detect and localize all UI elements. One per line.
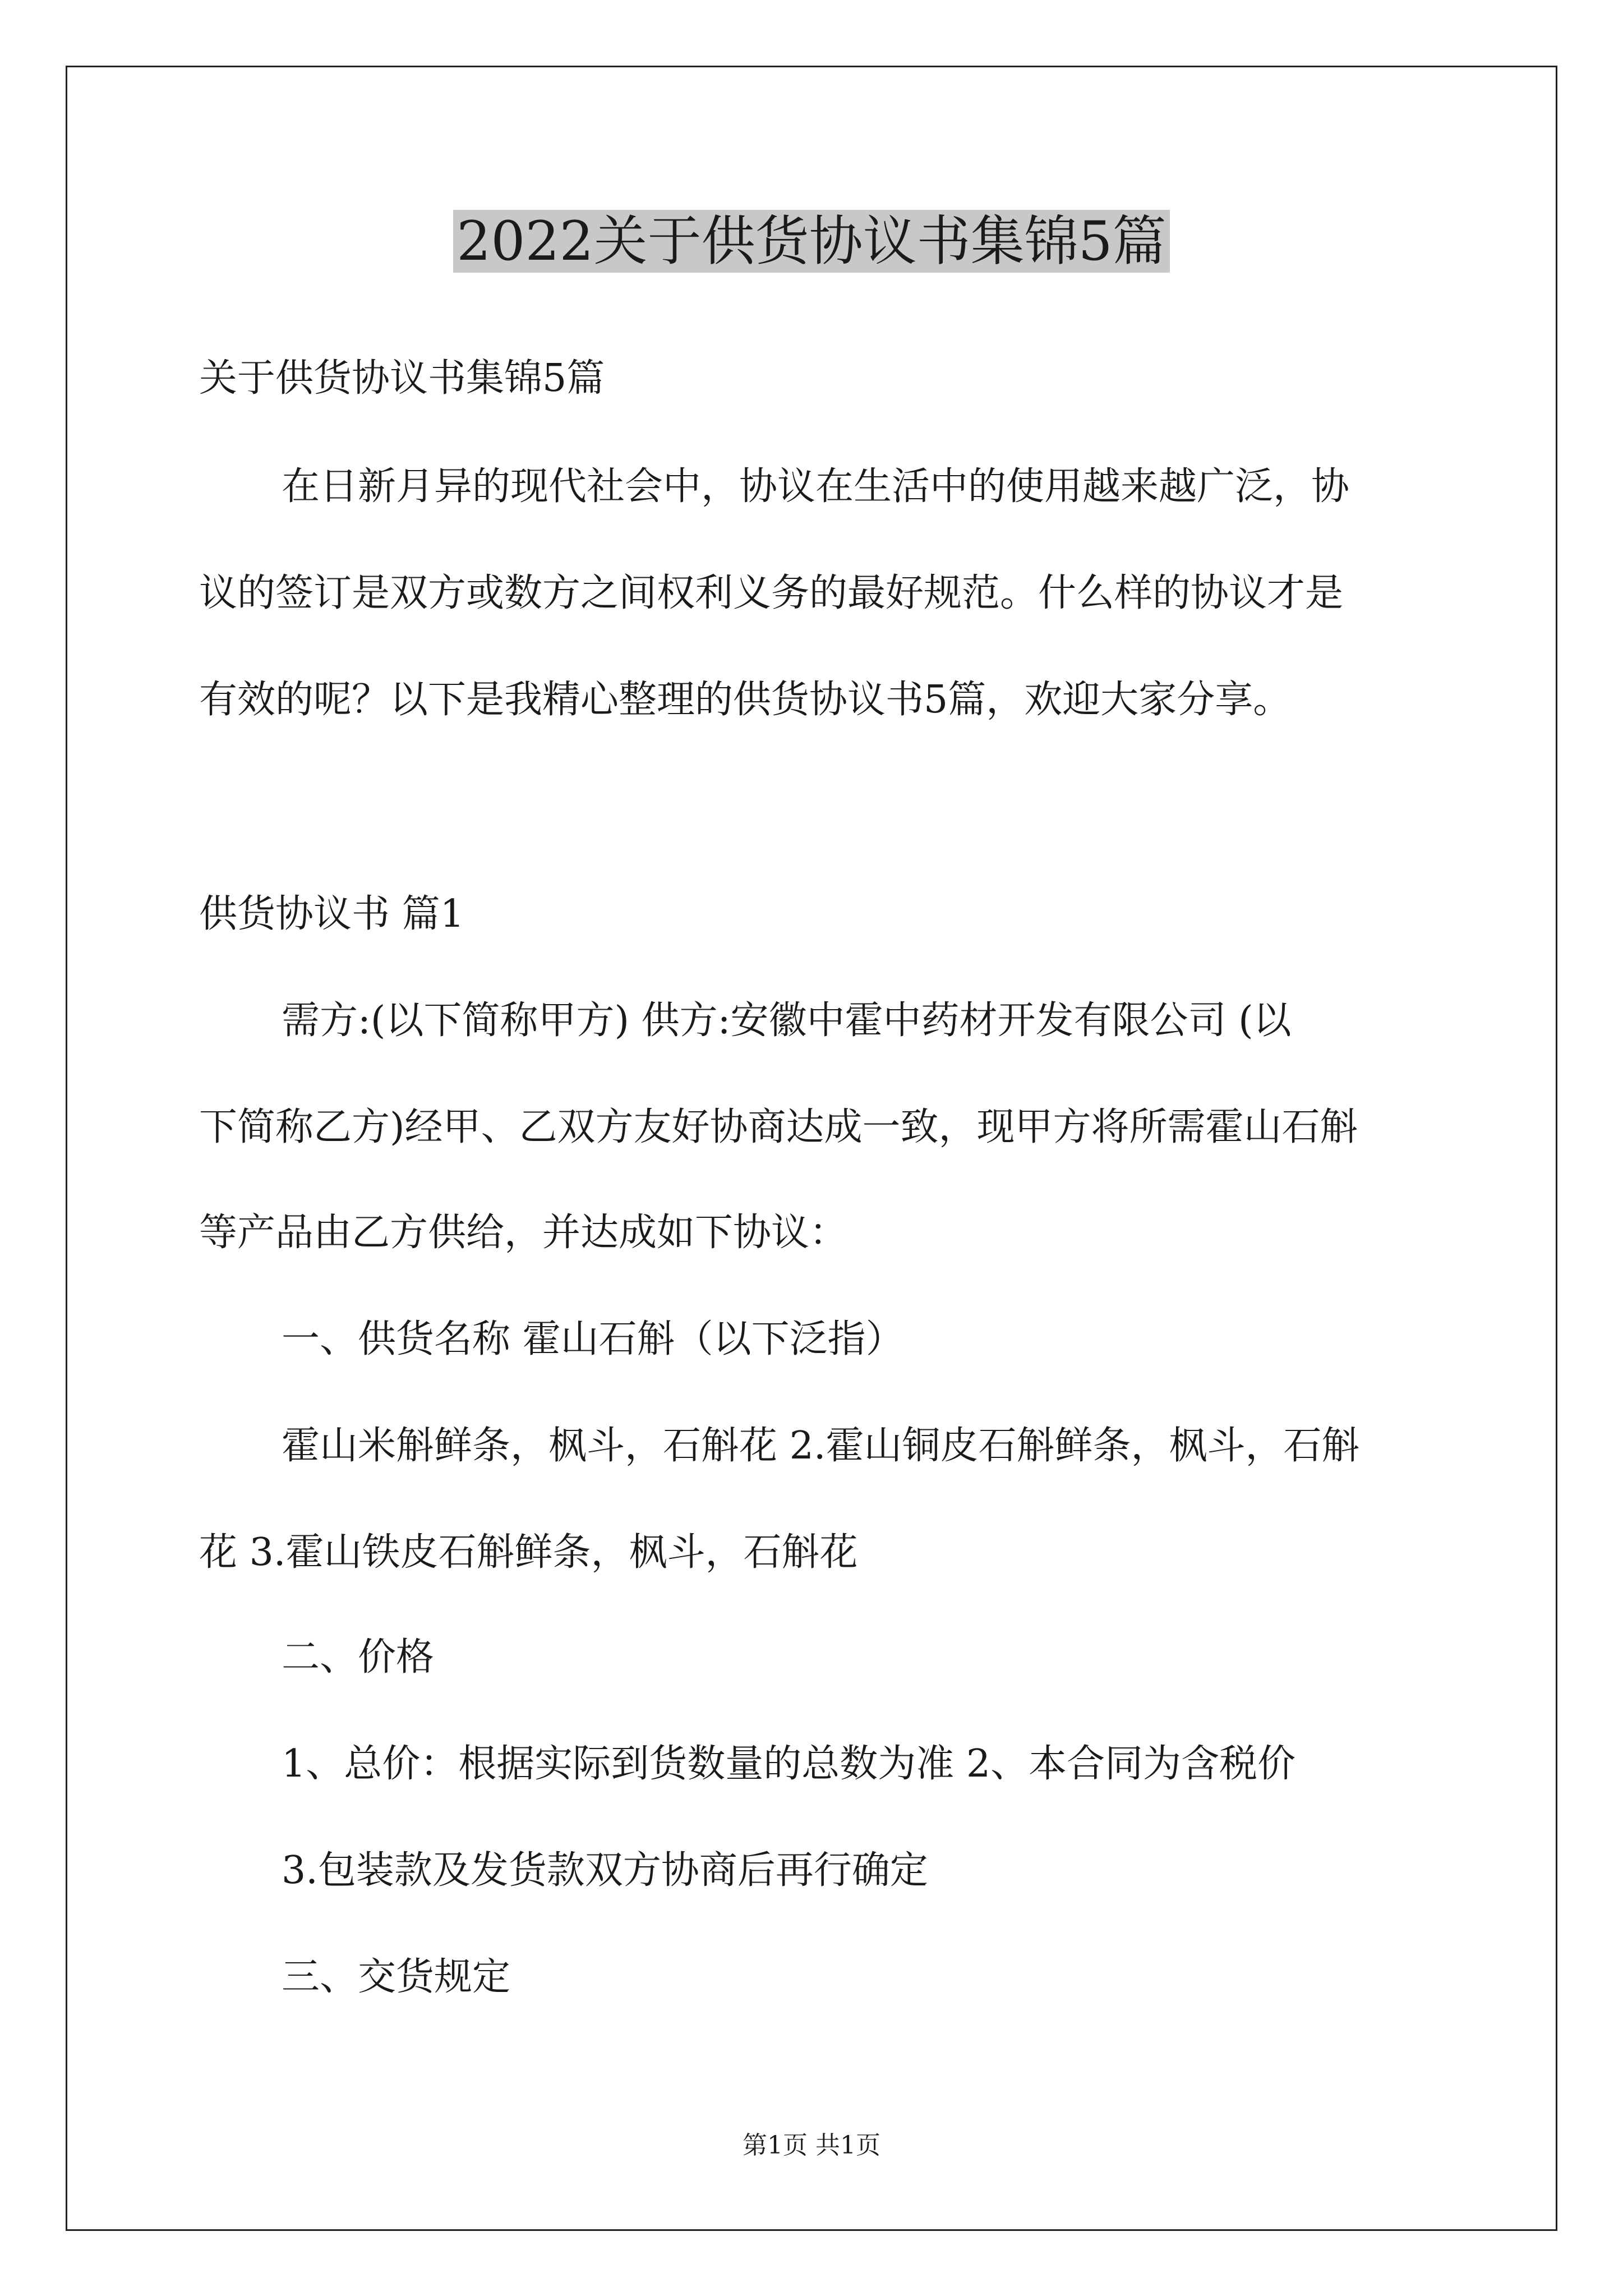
body-line-9: 3.包装款及发货款双方协商后再行确定 <box>282 1848 928 1893</box>
body-line-8: 1、总价：根据实际到货数量的总数为准 2、本合同为含税价 <box>282 1742 1296 1786</box>
body-line-2: 下简称乙方)经甲、乙双方友好协商达成一致，现甲方将所需霍山石斛 <box>199 1105 1358 1149</box>
document-subtitle: 关于供货协议书集锦5篇 <box>199 356 605 401</box>
intro-line-3: 有效的呢？以下是我精心整理的供货协议书5篇，欢迎大家分享。 <box>199 678 1292 722</box>
intro-line-1: 在日新月异的现代社会中，协议在生活中的使用越来越广泛，协 <box>282 464 1350 509</box>
intro-line-2: 议的签订是双方或数方之间权利义务的最好规范。什么样的协议才是 <box>199 571 1344 615</box>
body-line-10: 三、交货规定 <box>282 1955 511 1999</box>
body-line-6: 花 3.霍山铁皮石斛鲜条，枫斗，石斛花 <box>199 1530 858 1575</box>
section-heading: 供货协议书 篇1 <box>199 892 464 936</box>
body-line-5: 霍山米斛鲜条，枫斗，石斛花 2.霍山铜皮石斛鲜条，枫斗，石斛 <box>282 1424 1360 1468</box>
body-line-4: 一、供货名称 霍山石斛（以下泛指） <box>282 1317 904 1361</box>
body-line-7: 二、价格 <box>282 1635 435 1680</box>
body-line-1: 需方:(以下简称甲方) 供方:安徽中霍中药材开发有限公司 (以 <box>282 999 1292 1043</box>
document-title-text: 2022关于供货协议书集锦5篇 <box>453 210 1169 273</box>
page-footer: 第1页 共1页 <box>743 2131 880 2160</box>
document-title <box>0 202 1623 280</box>
body-line-3: 等产品由乙方供给，并达成如下协议： <box>199 1211 848 1255</box>
